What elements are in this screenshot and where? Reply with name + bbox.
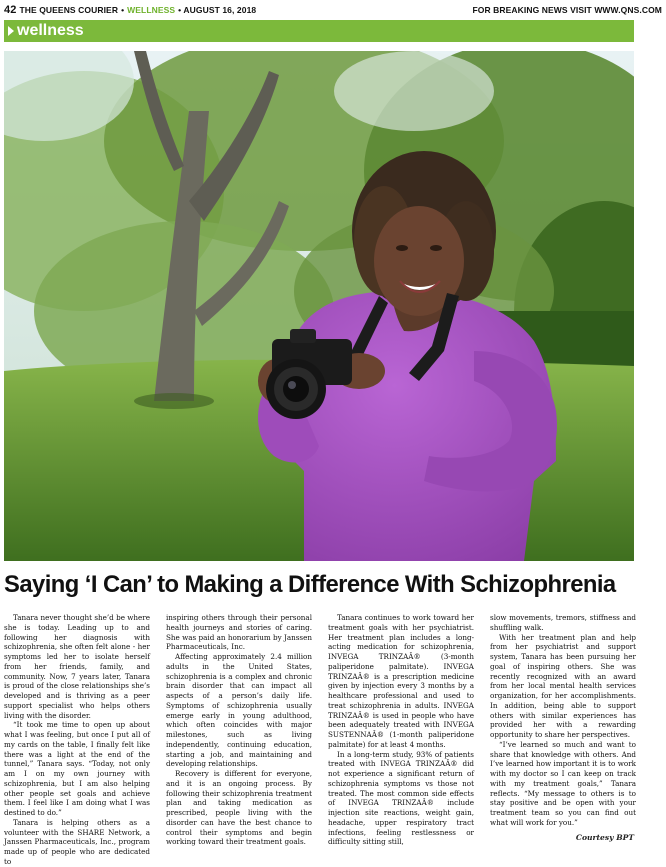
article-photo: [4, 51, 634, 561]
article-column-2: [166, 613, 312, 867]
article-headline: Saying ‘I Can’ to Making a Difference With Schizophrenia: [4, 571, 616, 598]
paragraph: Recovery is different for everyone, and it is an ongoing process. By following their schizophrenia treatment plan and taking medication as prescribed, people living with the disorder can have the best chance to control their symptoms and begin working toward their treatment goals.: [166, 769, 312, 847]
paragraph: Tanara continues to work toward her treatment goals with her psychiatrist. Her treatment plan includes a long-acting medication for schizophrenia, INVEGA TRINZAÂ® (3-month paliperidone palmitate). INVEGA TRINZAÂ® is a prescription medicine given by injection every 3 months by a healthcare professional and used to treat schizophrenia in adults. INVEGA TRINZAÂ® is used in people who have been adequately treated with INVEGA SUSTENNAÂ® (1-month paliperidone palmitate) for at least 4 months.: [328, 613, 474, 749]
article-column-1: [4, 613, 150, 867]
publication-name: THE QUEENS COURIER: [19, 5, 119, 15]
paragraph: slow movements, tremors, stiffness and shuffling walk.: [490, 613, 636, 632]
paragraph: Tanara never thought she’d be where she is today. Leading up to and following her diagnosis with schizophrenia, she often felt alone - her symptoms led her to isolate herself from her friends, family, and community. Now, 7 years later, Tanara is proud of the close relationships she’s developed and is thriving as a peer support specialist who helps others living with the disorder.: [4, 613, 150, 720]
page-number: 42: [4, 4, 17, 16]
section-banner-label: wellness: [17, 22, 84, 39]
paragraph: In a long-term study, 93% of patients treated with INVEGA TRINZAÂ® did not experience a significant return of schizophrenia symptoms vs those not treated. The most common side effects of INVEGA TRINZAÂ® include injection site reactions, weight gain, headache, upper respiratory tract infections, feeling restlessness or difficulty sitting still,: [328, 749, 474, 847]
paragraph: “I’ve learned so much and want to share that knowledge with others. And I’ve learned how important it is to work with my doctor so I can keep on track with my treatment goals,” Tanara reflects. “My message to others is to stay positive and be open with your treatment team so you can find out what will work for you.”: [490, 739, 636, 827]
photo-credit: Courtesy BPT: [575, 833, 634, 842]
breaking-news-notice: FOR BREAKING NEWS VISIT WWW.QNS.COM: [472, 5, 662, 15]
header-separator: •: [121, 5, 125, 15]
section-banner: [4, 20, 634, 42]
paragraph: Tanara is helping others as a volunteer with the SHARE Network, a Janssen Pharmaceuticals, Inc., program made up of people who are dedicated to: [4, 817, 150, 866]
header-left: [4, 4, 256, 16]
paragraph: inspiring others through their personal health journeys and stories of caring. She was paid an honorarium by Janssen Pharmaceuticals, Inc.: [166, 613, 312, 652]
paragraph: Affecting approximately 2.4 million adults in the United States, schizophrenia is a complex and chronic brain disorder that can impact all aspects of a person’s daily life. Symptoms of schizophrenia usually emerge early in young adulthood, which often coincides with major milestones, such as living independently, continuing education, starting a job, and maintaining and developing relationships.: [166, 652, 312, 769]
article-column-4: [490, 613, 636, 867]
header-section-name: WELLNESS: [127, 5, 176, 15]
paragraph: “It took me time to open up about what I was feeling, but once I put all of my cards on the table, I finally felt like there was a light at the end of the tunnel,” Tanara says. “Today, not only am I on my own journey with schizophrenia, but I am also helping other people set goals and achieve them. I feel like I am doing what I was destined to do.”: [4, 720, 150, 817]
paragraph: With her treatment plan and help from her psychiatrist and support system, Tanara has been pursuing her goal of inspiring others. She was recently recognized with an award from her local mental health services organization, for her accomplishments. In addition, being able to support others with similar experiences has provided her with a rewarding opportunity to share her perspectives.: [490, 632, 636, 739]
article-column-3: [328, 613, 474, 867]
triangle-arrow-icon: [8, 26, 14, 36]
page-header: [4, 3, 662, 17]
issue-date: • AUGUST 16, 2018: [178, 5, 257, 15]
photo-illustration: [4, 51, 634, 561]
article-body: [4, 613, 636, 867]
